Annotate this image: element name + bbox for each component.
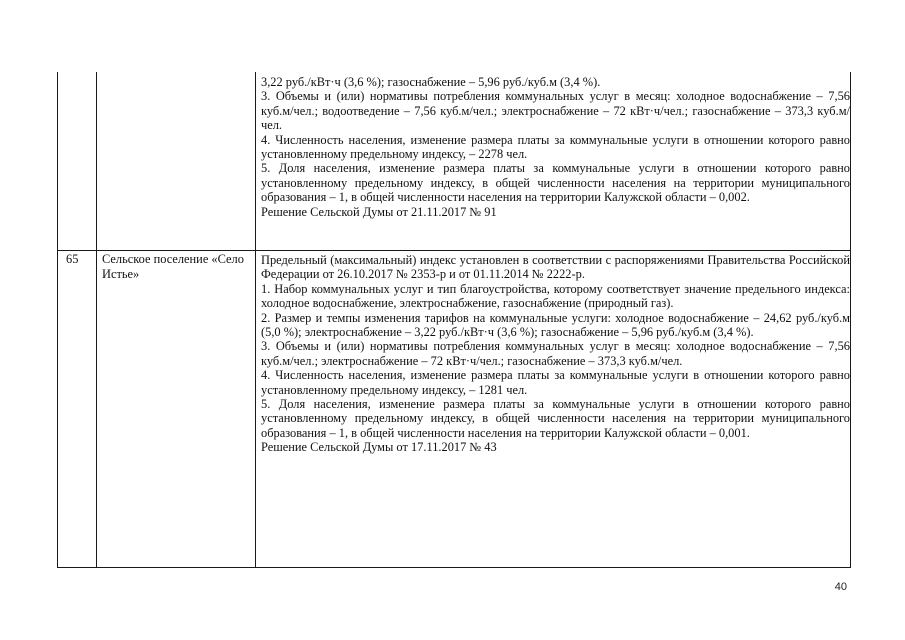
paragraph: 3,22 руб./кВт·ч (3,6 %); газоснабжение – 5,96 руб./куб.м (3,4 %). [261,75,601,89]
paragraph: 2. Размер и темпы изменения тарифов на коммунальные услуги: холодное водоснабжение – 24,62 руб./куб.м (5,0 %); электроснабжение – 3,22 руб./кВт·ч (3,6 %); газоснабжение – 5,96 руб./куб.м (3,4 %). [261,310,850,340]
previous-row-content [261,75,850,219]
page-number: 40 [834,581,847,593]
row-content [261,253,850,455]
paragraph: 5. Доля населения, изменение размера платы за коммунальные услуги в отношении которого равно установленному предельному индексу, в общей численности населения на территории муниципального образования – 1, в общей численности населения на территории Калужской области – 0,002. [261,161,850,205]
paragraph: 4. Численность населения, изменение размера платы за коммунальные услуги в отношении которого равно установленному предельному индексу, – 1281 чел. [261,368,850,397]
paragraph: 5. Доля населения, изменение размера платы за коммунальные услуги в отношении которого равно установленному предельному индексу, в общей численности населения на территории муниципального образования – 1, в общей численности населения на территории Калужской области – 0,001. [261,397,850,440]
column-divider-name [255,72,256,567]
paragraph: 3. Объемы и (или) нормативы потребления коммунальных услуг в месяц: холодное водоснабжение – 7,56 куб.м/чел.; электроснабжение – 72 кВт·ч/чел.; газоснабжение – 373,3 куб.м/чел. [261,339,850,368]
paragraph: 1. Набор коммунальных услуг и тип благоустройства, которому соответствует значение предельного индекса: холодное водоснабжение, электроснабжение, газоснабжение (природный газ). [261,281,850,311]
paragraph: 4. Численность населения, изменение размера платы за коммунальные услуги в отношении которого равно установленному предельному индексу, – 2278 чел. [261,132,850,162]
decision-reference: Решение Сельской Думы от 17.11.2017 № 43 [261,440,497,455]
row-number: 65 [66,252,79,266]
paragraph: Предельный (максимальный) индекс установлен в соответствии с распоряжениями Правительства Российской Федерации от 26.10.2017 № 2353-р и от 01.11.2014 № 2222-р. [261,253,850,282]
data-table [57,72,851,568]
decision-reference: Решение Сельской Думы от 21.11.2017 № 91 [261,204,497,219]
column-divider-number [96,72,97,567]
row-divider [58,250,850,251]
settlement-name: Сельское поселение «Село Истье» [102,252,244,281]
paragraph: 3. Объемы и (или) нормативы потребления коммунальных услуг в месяц: холодное водоснабжение – 7,56 куб.м/чел.; водоотведение – 7,56 куб.м/чел.; электроснабжение – 72 кВт·ч/чел.; газоснабжение – 373,3 куб.м/чел. [261,89,850,133]
